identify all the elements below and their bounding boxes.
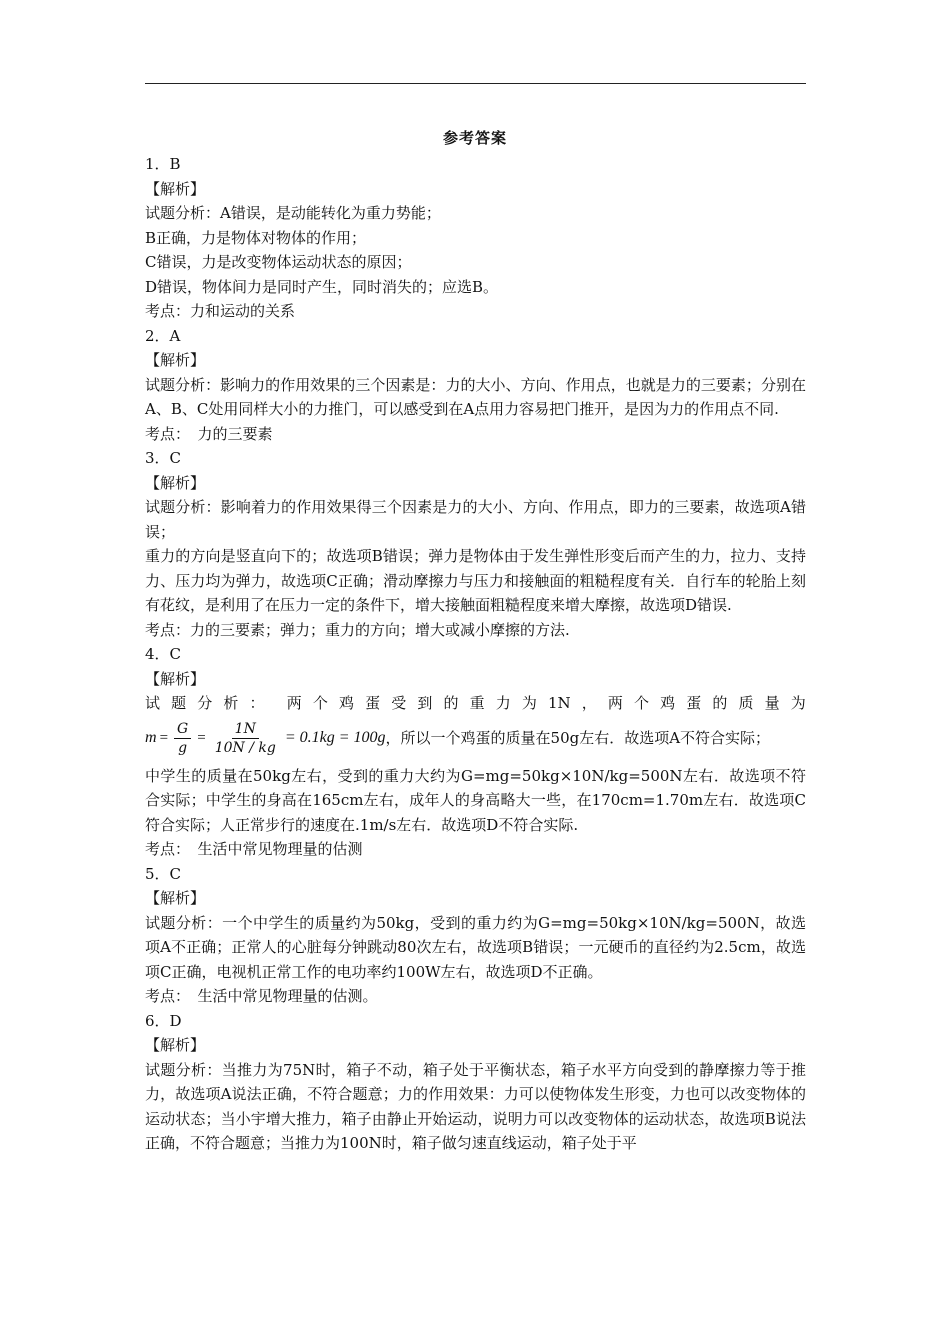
- fraction-numerator: 1N: [232, 720, 259, 739]
- q4-char: 受: [391, 694, 407, 712]
- formula-result: = 0.1kg = 100g: [284, 729, 386, 747]
- q1-line-2: B正确，力是物体对物体的作用；: [145, 228, 367, 247]
- q3-analysis-1: 试题分析：影响着力的作用效果得三个因素是力的大小、方向、作用点，即力的三要素，故选项A错误；: [145, 498, 806, 541]
- q4-char: 个: [634, 694, 650, 712]
- analysis-tag-6: 【解析】: [145, 1036, 206, 1054]
- q4-char: 质: [738, 694, 754, 712]
- q4-char: 个: [312, 694, 328, 712]
- q4-char: 重: [469, 694, 485, 712]
- fraction-1n-over-10n: [212, 720, 279, 757]
- answer-5-label: 5．C: [145, 864, 182, 883]
- q1-line-4: D错误，物体间力是同时产生，同时消失的；应选B。: [145, 277, 499, 296]
- q3-analysis-2: 重力的方向是竖直向下的；故选项B错误；弹力是物体由于发生弹性形变后而产生的力，拉力、支持力、压力均为弹力，故选项C正确；滑动摩擦力与压力和接触面的粗糙程度有关．自行车的轮胎上刻有花纹，是利用了在压力一定的条件下，增大接触面粗糙程度来增大摩擦，故选项D错误.: [145, 547, 806, 614]
- q4-char: 的: [712, 694, 728, 712]
- q4-spread-line: [145, 691, 806, 716]
- analysis-tag-5: 【解析】: [145, 889, 206, 907]
- q6-analysis: 试题分析：当推力为75N时，箱子不动，箱子处于平衡状态，箱子水平方向受到的静摩擦力等于推力，故选项A说法正确，不符合题意；力的作用效果：力可以使物体发生形变，力也可以改变物体的运动状态；当小宇增大推力，箱子由静止开始运动，说明力可以改变物体的运动状态，故选项B说法正确，不符合题意；当推力为100N时，箱子做匀速直线运动，箱子处于平: [145, 1060, 806, 1152]
- q4-char: 析: [223, 694, 239, 712]
- q4-char: ，: [581, 694, 597, 712]
- answer-content: [145, 152, 806, 1156]
- q1-kaodian: 考点：力和运动的关系: [145, 302, 296, 320]
- formula-eq: =: [159, 730, 169, 747]
- q3-kaodian: 考点：力的三要素；弹力；重力的方向；增大或减小摩擦的方法.: [145, 620, 570, 639]
- fraction-numerator: G: [174, 720, 191, 739]
- q2-kaodian: 考点： 力的三要素: [145, 424, 273, 443]
- q4-char: 两: [607, 694, 623, 712]
- fraction-denominator: g: [178, 740, 188, 756]
- q4-formula-line: [145, 718, 806, 760]
- fraction-g-over-g: [174, 720, 191, 757]
- q4-char: 量: [764, 694, 780, 712]
- header-rule: [145, 83, 806, 84]
- answer-1-label: 1．B: [145, 155, 181, 173]
- q5-analysis: 试题分析：一个中学生的质量约为50kg，受到的重力约为G=mg=50kg×10N/kg=500N，故选项A不正确；正常人的心脏每分钟跳动80次左右，故选项B错误；一元硬币的直径约为2.5cm，故选项C正确，电视机正常工作的电功率约100W左右，故选项D不正确。: [145, 913, 806, 981]
- analysis-tag-3: 【解析】: [145, 473, 206, 492]
- q4-char: 鸡: [660, 694, 676, 712]
- q1-line-1: 试题分析：A错误，是动能转化为重力势能；: [145, 204, 441, 222]
- q4-char: 为: [790, 694, 806, 712]
- formula-eq-2: =: [197, 730, 206, 747]
- q4-kaodian: 考点： 生活中常见物理量的估测: [145, 840, 363, 858]
- q4-char: 到: [417, 694, 433, 712]
- formula-m: m: [145, 729, 157, 747]
- q4-char: 分: [197, 694, 213, 712]
- q4-char: 的: [443, 694, 459, 712]
- q4-char: ：: [249, 694, 265, 712]
- q4-char: 蛋: [686, 694, 702, 712]
- fraction-denominator: 10N / kg: [214, 740, 276, 756]
- answer-3-label: 3．C: [145, 449, 182, 467]
- page-title: 参考答案: [442, 129, 507, 147]
- analysis-tag-1: 【解析】: [145, 179, 206, 198]
- analysis-tag-4: 【解析】: [145, 669, 206, 688]
- q4-char: 两: [286, 694, 302, 712]
- q4-char: 试: [145, 694, 161, 712]
- q4-char: 题: [171, 694, 187, 712]
- q4-char: 力: [495, 694, 511, 712]
- answer-4-label: 4．C: [145, 645, 182, 663]
- q2-analysis: 试题分析：影响力的作用效果的三个因素是：力的大小、方向、作用点，也就是力的三要素；分别在A、B、C处用同样大小的力推门，可以感受到在A点用力容易把门推开，是因为力的作用点不同.: [145, 375, 806, 418]
- q4-char: 鸡: [338, 694, 354, 712]
- q5-kaodian: 考点： 生活中常见物理量的估测。: [145, 987, 378, 1005]
- q4-analysis: 中学生的质量在50kg左右，受到的重力大约为G=mg=50kg×10N/kg=500N左右．故选项不符合实际；中学生的身高在165cm左右，成年人的身高略大一些，在170cm=1.70m左右．故选项C符合实际；人正常步行的速度在.1m/s左右．故选项D不符合实际.: [145, 766, 806, 834]
- q4-char: 1N: [547, 694, 571, 712]
- answer-6-label: 6．D: [145, 1011, 182, 1030]
- formula-tail-text: ，所以一个鸡蛋的质量在50g左右．故选项A不符合实际；: [385, 729, 771, 748]
- analysis-tag-2: 【解析】: [145, 351, 206, 369]
- q4-char: 蛋: [365, 694, 381, 712]
- q4-char: 为: [521, 694, 537, 712]
- answer-2-label: 2．A: [145, 326, 181, 345]
- q1-line-3: C错误，力是改变物体运动状态的原因；: [145, 253, 412, 271]
